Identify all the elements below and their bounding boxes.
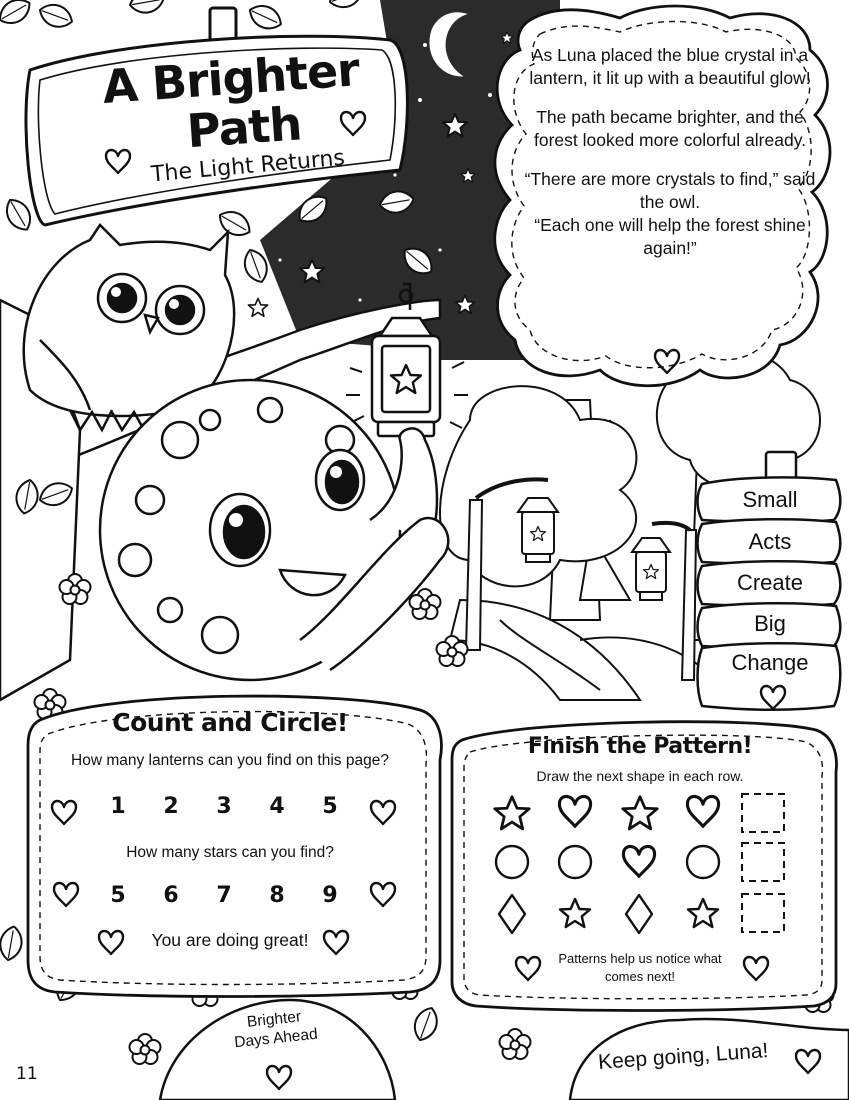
keep-going-text: Keep going, Luna! xyxy=(597,1039,770,1074)
finish-pattern-footer: Patterns help us notice what comes next! xyxy=(558,951,722,984)
count-option[interactable]: 3 xyxy=(216,794,232,819)
count-option[interactable]: 8 xyxy=(269,883,285,908)
signpost-word: Change xyxy=(731,650,809,675)
signpost-word: Acts xyxy=(748,529,792,554)
story-text xyxy=(520,44,820,276)
title-line-2: Path xyxy=(185,96,303,159)
count-encouragement: You are doing great! xyxy=(151,930,309,950)
count-option[interactable]: 5 xyxy=(110,883,126,908)
signpost-word: Create xyxy=(736,570,804,595)
rock-text-line-2: Days Ahead xyxy=(233,1025,319,1052)
story-paragraph-2: The path became brighter, and the forest looked more colorful already. xyxy=(533,107,807,150)
lantern-post-right xyxy=(632,523,696,680)
story-paragraph-3b: “Each one will help the forest shine again!” xyxy=(534,215,806,258)
count-option[interactable]: 4 xyxy=(269,794,285,819)
page-number: 11 xyxy=(16,1064,38,1084)
title-line-1: A Brighter xyxy=(100,42,361,115)
count-option[interactable]: 7 xyxy=(216,883,232,908)
finish-pattern-title: Finish the Pattern! xyxy=(527,734,753,759)
count-option[interactable]: 2 xyxy=(163,794,179,819)
count-option[interactable]: 9 xyxy=(322,883,338,908)
story-paragraph-3a: “There are more crystals to find,” said the owl. xyxy=(524,169,816,212)
finish-pattern-instructions: Draw the next shape in each row. xyxy=(536,768,744,784)
rock-text-line-1: Brighter xyxy=(246,1008,302,1031)
signpost-word: Big xyxy=(754,611,786,636)
count-option[interactable]: 1 xyxy=(110,794,126,819)
count-and-circle-title: Count and Circle! xyxy=(112,708,348,737)
count-question-lanterns: How many lanterns can you find on this page? xyxy=(71,752,389,769)
story-paragraph-1: As Luna placed the blue crystal in a lantern, it lit up with a beautiful glow! xyxy=(529,45,811,88)
count-question-stars: How many stars can you find? xyxy=(126,844,334,861)
page-subtitle: The Light Returns xyxy=(150,145,346,188)
count-option[interactable]: 5 xyxy=(322,794,338,819)
count-option[interactable]: 6 xyxy=(163,883,179,908)
signpost-word: Small xyxy=(742,487,798,512)
